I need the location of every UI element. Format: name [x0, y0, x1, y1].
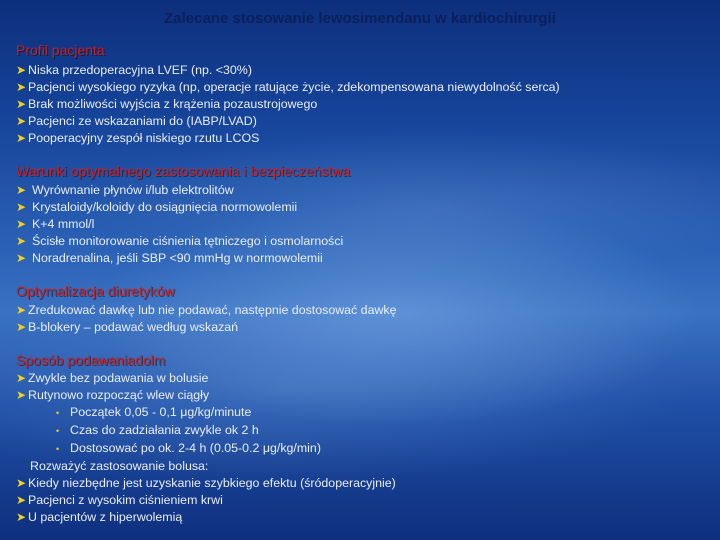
list-subitem: • Czas do zadziałania zwykle ok 2 h [16, 422, 396, 440]
arrow-right-icon: ➤ [16, 476, 27, 490]
conditions-list [16, 182, 343, 267]
diuretics-list [16, 302, 397, 336]
arrow-right-icon: ➤ [16, 234, 27, 248]
arrow-right-icon: ➤ [16, 114, 27, 128]
list-item: ➤ Wyrównanie płynów i/lub elektrolitów [16, 183, 234, 197]
slide-title: Zalecane stosowanie lewosimendanu w kardiochirurgii [164, 10, 556, 27]
list-item: ➤ Krystaloidy/koloidy do osiągnięcia normowolemii [16, 200, 298, 214]
list-item: ➤ K+4 mmol/l [16, 217, 95, 231]
dot-icon: • [56, 444, 60, 454]
administration-list [16, 370, 396, 526]
list-item: ➤ Rutynowo rozpocząć wlew ciągły [16, 388, 210, 402]
section-heading-diuretics: Optymalizacja diuretyków [16, 283, 175, 299]
list-subitem: • Początek 0,05 - 0,1 μg/kg/minute [16, 404, 396, 422]
arrow-right-icon: ➤ [16, 63, 27, 77]
arrow-right-icon: ➤ [16, 183, 27, 197]
list-item: ➤ Pacjenci z wysokim ciśnieniem krwi [16, 493, 223, 507]
list-item: ➤ Kiedy niezbędne jest uzyskanie szybkiego efektu (śródoperacyjnie) [16, 476, 396, 490]
arrow-right-icon: ➤ [16, 131, 27, 145]
section-heading-profile: Profil pacjenta [16, 42, 105, 58]
list-item: ➤ B-blokery – podawać według wskazań [16, 320, 239, 334]
dot-icon: • [56, 426, 60, 436]
arrow-right-icon: ➤ [16, 388, 27, 402]
arrow-right-icon: ➤ [16, 320, 27, 334]
arrow-right-icon: ➤ [16, 80, 27, 94]
list-item: ➤ Pacjenci wysokiego ryzyka (np, operacje ratujące życie, zdekompensowana niewydolność serca) [16, 80, 560, 94]
list-item: ➤ Zwykle bez podawania w bolusie [16, 371, 209, 385]
arrow-right-icon: ➤ [16, 217, 27, 231]
list-item: ➤ Niska przedoperacyjna LVEF (np. <30%) [16, 63, 252, 77]
list-item: ➤ Noradrenalina, jeśli SBP <90 mmHg w normowolemii [16, 251, 323, 265]
list-item: ➤ Brak możliwości wyjścia z krążenia pozaustrojowego [16, 97, 318, 111]
arrow-right-icon: ➤ [16, 493, 27, 507]
section-heading-administration: Sposób podawaniadolm [16, 352, 166, 368]
arrow-right-icon: ➤ [16, 303, 27, 317]
arrow-right-icon: ➤ [16, 251, 27, 265]
list-item: ➤ Zredukować dawkę lub nie podawać, następnie dostosować dawkę [16, 303, 397, 317]
arrow-right-icon: ➤ [16, 510, 27, 524]
arrow-right-icon: ➤ [16, 97, 27, 111]
section-heading-conditions: Warunki optymalnego zastosowania i bezpieczeństwa [16, 163, 351, 179]
arrow-right-icon: ➤ [16, 371, 27, 385]
list-item: ➤ Pooperacyjny zespół niskiego rzutu LCOS [16, 131, 260, 145]
dot-icon: • [56, 408, 60, 418]
list-item: ➤ U pacjentów z hiperwolemią [16, 510, 183, 524]
list-subitem: • Dostosować po ok. 2-4 h (0.05-0.2 μg/kg/min) [16, 440, 396, 458]
arrow-right-icon: ➤ [16, 200, 27, 214]
profile-list [16, 62, 560, 147]
list-item: ➤ Ścisłe monitorowanie ciśnienia tętniczego i osmolarności [16, 234, 344, 248]
list-item: Rozważyć zastosowanie bolusa: [30, 459, 209, 473]
list-item: ➤ Pacjenci ze wskazaniami do (IABP/LVAD) [16, 114, 257, 128]
